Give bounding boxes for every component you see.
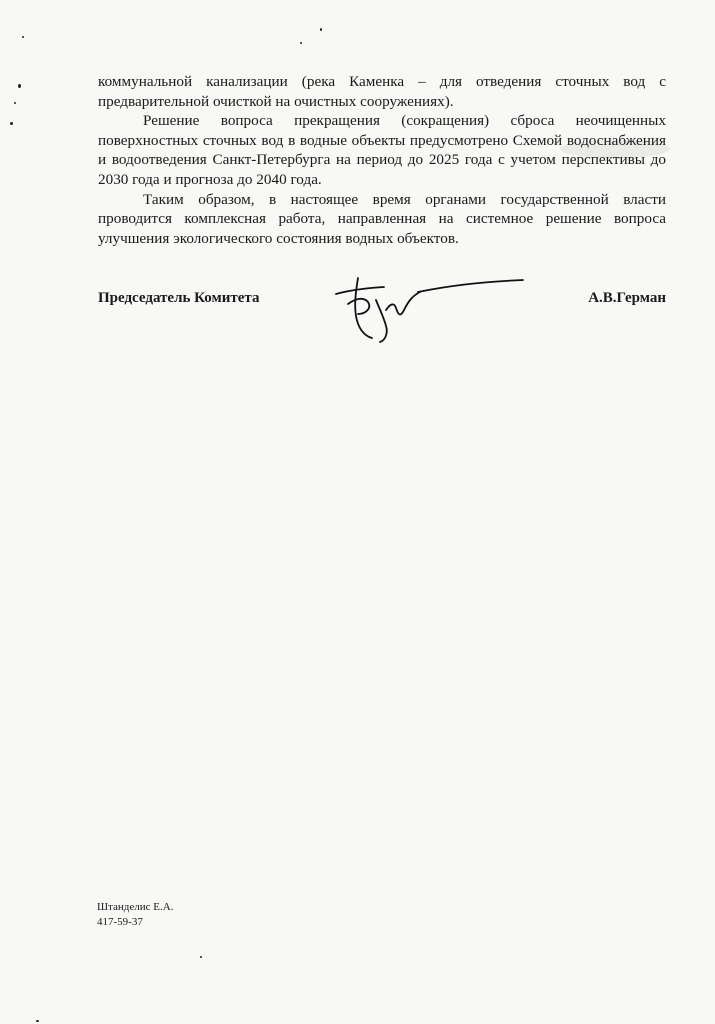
scan-speck	[10, 122, 13, 125]
contact-phone: 417-59-37	[97, 916, 143, 928]
contact-block	[97, 900, 173, 930]
paragraph-2: Решение вопроса прекращения (сокращения) сброса неочищенных поверхностных сточных вод в водные объекты предусмотрено Схемой водоснабжения и водоотведения Санкт-Петербурга на период до 2025 года с учетом перспективы до 2030 года и прогноза до 2040 года.	[98, 112, 666, 188]
signatory-name: А.В.Герман	[588, 290, 666, 306]
paragraph-1: коммунальной канализации (река Каменка – для отведения сточных вод с предварительной очисткой на очистных сооружениях).	[98, 73, 666, 110]
paragraph-3: Таким образом, в настоящее время органами государственной власти проводится комплексная работа, направленная на системное решение вопроса улучшения экологического состояния водных объектов.	[98, 190, 666, 247]
scan-speck	[320, 28, 322, 31]
scan-speck	[14, 102, 16, 104]
scan-speck	[18, 84, 21, 88]
body-text	[98, 72, 666, 248]
contact-person: Штанделис Е.А.	[97, 901, 174, 913]
scan-speck	[200, 956, 202, 958]
scan-speck	[22, 36, 24, 38]
handwritten-signature	[328, 270, 528, 345]
scan-speck	[300, 42, 302, 44]
signatory-role: Председатель Комитета	[98, 290, 260, 306]
scan-speck	[36, 1020, 39, 1022]
